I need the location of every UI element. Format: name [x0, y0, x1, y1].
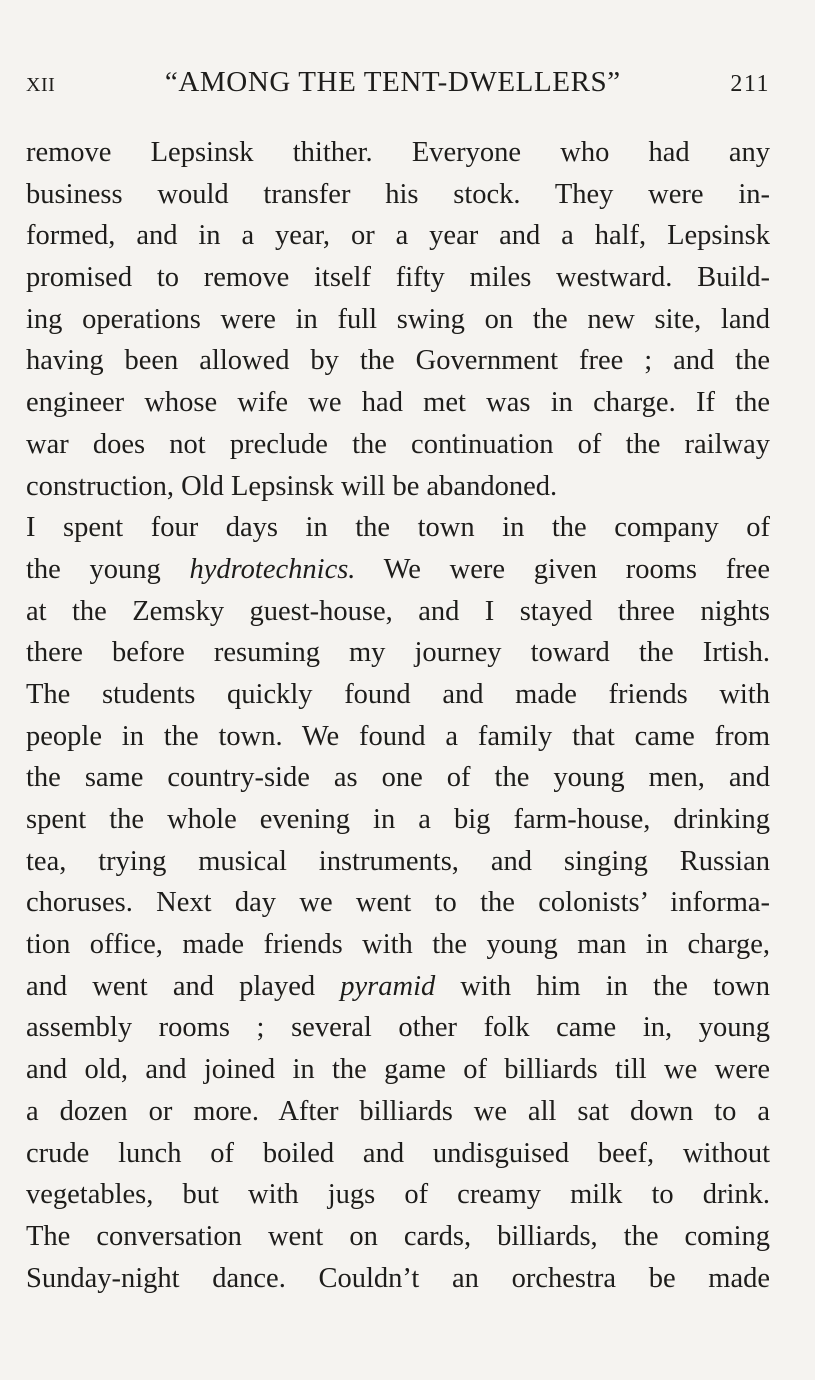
- text-line: war does not preclude the continuation of the railway: [26, 428, 770, 460]
- body-text: [26, 132, 770, 1299]
- text-line: Sunday-night dance. Couldn’t an orchestra be made: [26, 1262, 770, 1294]
- text-line: tea, trying musical instruments, and singing Russian: [26, 845, 770, 877]
- text-line: at the Zemsky guest-house, and I stayed three nights: [26, 595, 770, 627]
- text-line: having been allowed by the Government free ; and the: [26, 345, 770, 377]
- text-line: ing operations were in full swing on the new site, land: [26, 303, 770, 335]
- text-line: vegetables, but with jugs of creamy milk to drink.: [26, 1179, 770, 1211]
- text-line: the same country-side as one of the young men, and: [26, 762, 770, 794]
- text-line: remove Lepsinsk thither. Everyone who had any: [26, 137, 770, 168]
- text-line: a dozen or more. After billiards we all sat down to a: [26, 1095, 770, 1127]
- running-head-title: “AMONG THE TENT-DWELLERS”: [164, 66, 621, 98]
- running-head: [26, 66, 770, 106]
- italic-term: pyramid: [340, 970, 436, 1002]
- text-line: and went and played pyramid with him in the town: [26, 970, 770, 1002]
- text-line: The conversation went on cards, billiards, the coming: [26, 1220, 770, 1252]
- text-line: engineer whose wife we had met was in charge. If the: [26, 387, 770, 419]
- text-line: The students quickly found and made friends with: [26, 678, 770, 710]
- text-line: there before resuming my journey toward the Irtish.: [26, 637, 770, 669]
- paragraph-start-line: I spent four days in the town in the company of: [26, 512, 770, 544]
- text-line: promised to remove itself fifty miles westward. Build-: [26, 262, 770, 294]
- text-line: crude lunch of boiled and undisguised beef, without: [26, 1137, 770, 1169]
- text-line: and old, and joined in the game of billiards till we were: [26, 1054, 770, 1086]
- page-number: 211: [730, 71, 770, 97]
- italic-term: hydrotechnics.: [189, 553, 356, 585]
- text-line: spent the whole evening in a big farm-house, drinking: [26, 804, 770, 835]
- text-line: business would transfer his stock. They were in-: [26, 178, 770, 210]
- text-line: choruses. Next day we went to the colonists’ informa-: [26, 887, 770, 919]
- chapter-number: xii: [26, 67, 56, 98]
- text-line: tion office, made friends with the young man in charge,: [26, 929, 770, 961]
- text-line: people in the town. We found a family that came from: [26, 720, 770, 752]
- text-line: the young hydrotechnics. We were given rooms free: [26, 553, 770, 585]
- text-line: construction, Old Lepsinsk will be abandoned.: [26, 470, 558, 502]
- text-line: assembly rooms ; several other folk came in, young: [26, 1012, 770, 1044]
- text-line: formed, and in a year, or a year and a half, Lepsinsk: [26, 220, 770, 252]
